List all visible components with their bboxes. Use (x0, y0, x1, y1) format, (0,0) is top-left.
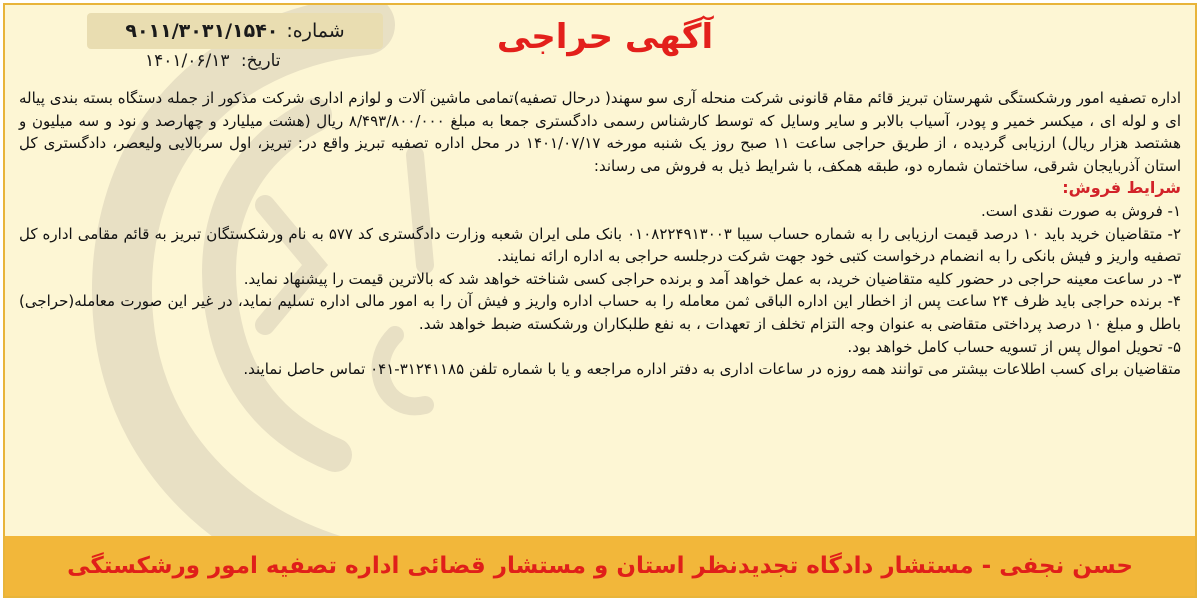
notice-date-label: تاریخ: (240, 51, 281, 71)
contact-paragraph: متقاضیان برای کسب اطلاعات بیشتر می توانند همه روزه در ساعات اداری به دفتر اداره مراجعه و یا با شماره تلفن ۳۱۲۴۱۱۸۵-۰۴۱ تماس حاصل نمایند. (243, 360, 1181, 379)
notice-body (19, 87, 1181, 381)
conditions-title: شرایط فروش: (1062, 178, 1181, 198)
condition-item: ۳- در ساعت معینه حراجی در حضور کلیه متقاضیان خرید، به عمل خواهد آمد و برنده حراجی کسی شناخته خواهد شد که بالاترین قیمت را پیشنهاد نماید. (243, 269, 1181, 288)
signature-text: حسن نجفی - مستشار دادگاه تجدیدنظر استان و مستشار قضائی اداره تصفیه امور ورشکستگی (67, 553, 1133, 579)
reference-number (87, 13, 383, 49)
intro-paragraph: اداره تصفیه امور ورشکستگی شهرستان تبریز قائم مقام قانونی شرکت منحله آری سو سهند( درحال تصفیه)تمامی ماشین آلات و لوازم اداری شرکت مذکور از جمله دستگاه بسته بندی پیاله ای و لوله ای ، میکسر خمیر و پودر، آسیاب بالابر و سایر وسایل که توسط کارشناس رسمی دادگستری جمعا به مبلغ ۸/۴۹۳/۸۰۰/۰۰۰ ریال (هشت میلیارد و چهارصد و نود و سه میلیون و هشتصد هزار ریال) ارزیابی گردیده ، از طریق حراجی ساعت ۱۱ صبح روز یک شنبه مورخه ۱۴۰۱/۰۷/۱۷ در محل اداره تصفیه تبریز واقع در: تبریز، اول سربالایی ولیعصر، دادگستری کل استان آذربایجان شرقی، ساختمان شماره دو، طبقه همکف، با شرایط ذیل به فروش می رساند: (19, 89, 1182, 175)
signature-banner (5, 536, 1195, 596)
page-title: آگهی حراجی (496, 17, 714, 57)
reference-number-value: ۹۰۱۱/۳۰۳۱/۱۵۴۰ (125, 20, 279, 42)
notice-date-value: ۱۴۰۱/۰۶/۱۳ (145, 51, 230, 71)
reference-number-label: شماره: (286, 20, 345, 42)
notice-date (145, 51, 280, 71)
condition-item: ۱- فروش به صورت نقدی است. (981, 201, 1181, 220)
condition-item: ۵- تحویل اموال پس از تسویه حساب کامل خواهد بود. (847, 337, 1181, 356)
condition-item: ۲- متقاضیان خرید باید ۱۰ درصد قیمت ارزیابی را به شماره حساب سیبا ۰۱۰۸۲۲۴۹۱۳۰۰۳ بانک ملی ایران شعبه وزارت دادگستری کد ۵۷۷ به نام ورشکستگان تبریز به قائم مقامی اداره کل تصفیه واریز و فیش بانکی را به انضمام درخواست کتبی خود جهت شرکت درجلسه حراجی به اداره ارائه نمایند. (19, 224, 1182, 266)
auction-notice (3, 3, 1197, 598)
notice-header (5, 5, 1195, 85)
condition-item: ۴- برنده حراجی باید ظرف ۲۴ ساعت پس از اخطار این اداره الباقی ثمن معامله را به حساب اداره واریز و فیش آن را به امور مالی اداره تسلیم نماید، در غیر این صورت معامله(حراجی) باطل و مبلغ ۱۰ درصد پرداختی متقاضی به عنوان وجه التزام تخلف از تعهدات ، به نفع طلبکاران ورشکسته ضبط خواهد شد. (19, 292, 1181, 333)
